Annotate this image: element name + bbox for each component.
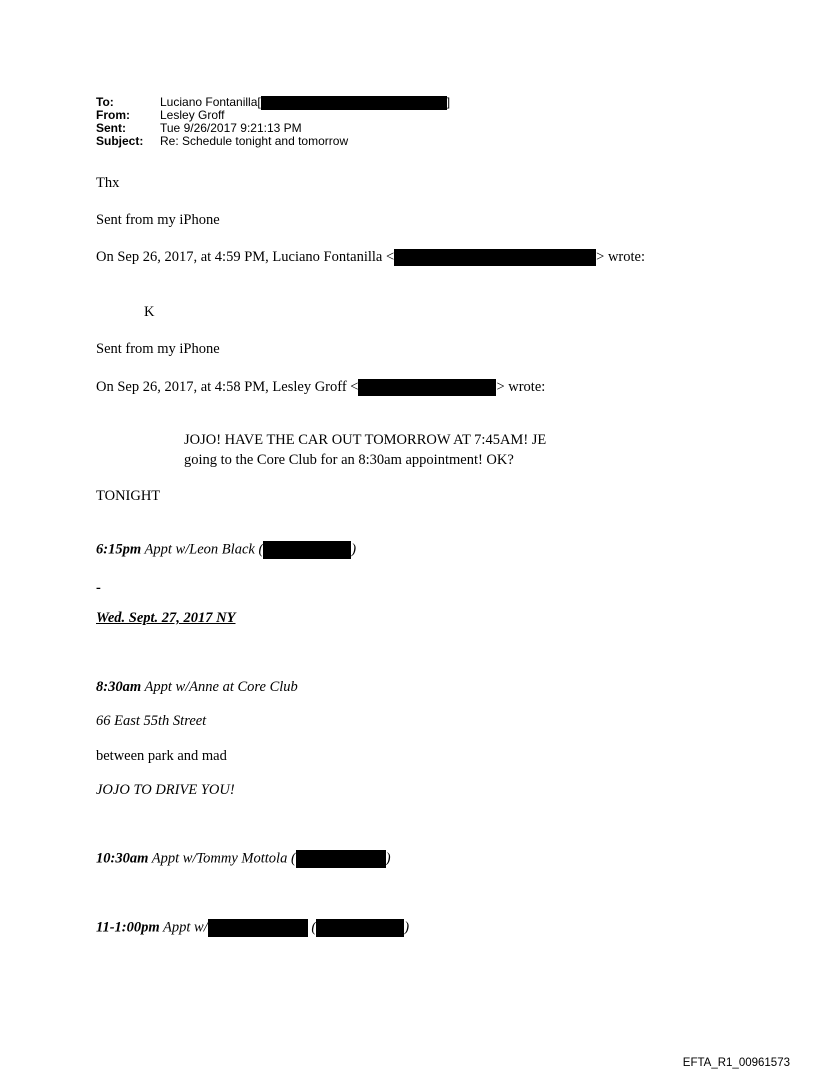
to-label: To:: [96, 95, 114, 109]
appt-anne-core-club: [96, 679, 298, 696]
redaction-block: [263, 541, 351, 559]
quote2-post: > wrote:: [496, 379, 546, 395]
from-value: Lesley Groff: [160, 108, 225, 122]
jojo-line-2: going to the Core Club for an 8:30am appointment! OK?: [184, 452, 514, 468]
document-id: EFTA_R1_00961573: [682, 1057, 790, 1069]
redaction-block: [394, 249, 596, 266]
redaction-block: [316, 919, 404, 937]
address-line: 66 East 55th Street: [96, 713, 207, 729]
appt-close: ): [404, 919, 410, 936]
quote1-pre: On Sep 26, 2017, at 4:59 PM, Luciano Fontanilla <: [96, 249, 395, 265]
redaction-block: [261, 96, 447, 110]
appt-time: 6:15pm: [96, 541, 142, 558]
sent-from-iphone-2: Sent from my iPhone: [96, 341, 220, 357]
appt-leon-black: [96, 541, 356, 559]
redaction-block: [358, 379, 496, 396]
appt-text: Appt w/Anne at Core Club: [141, 679, 298, 695]
subject-row: [96, 135, 450, 148]
reply-k: K: [144, 304, 155, 320]
appt-text: Appt w/Tommy Mottola (: [148, 850, 296, 867]
quote2-attribution: [96, 379, 545, 396]
quote1-attribution: [96, 249, 645, 266]
subject-value: Re: Schedule tonight and tomorrow: [160, 134, 349, 148]
redaction-block: [296, 850, 386, 868]
appt-close: ): [351, 541, 357, 558]
sent-value: Tue 9/26/2017 9:21:13 PM: [160, 121, 302, 135]
appt-time: 11-1:00pm: [96, 919, 160, 936]
tonight-heading: TONIGHT: [96, 488, 161, 504]
sent-from-iphone-1: Sent from my iPhone: [96, 212, 220, 228]
jojo-line-1: JOJO! HAVE THE CAR OUT TOMORROW AT 7:45AM! JE: [184, 432, 547, 448]
from-label: From:: [96, 108, 130, 122]
quote2-pre: On Sep 26, 2017, at 4:58 PM, Lesley Groff <: [96, 379, 359, 395]
appt-redacted: [96, 919, 409, 937]
appt-time: 8:30am: [96, 679, 142, 695]
to-row: [96, 96, 450, 109]
date-heading: Wed. Sept. 27, 2017 NY: [96, 610, 236, 626]
sent-label: Sent:: [96, 121, 126, 135]
appt-close: ): [385, 850, 391, 867]
appt-time: 10:30am: [96, 850, 149, 867]
quote1-post: > wrote:: [596, 249, 646, 265]
to-value: Luciano Fontanilla[: [160, 95, 261, 109]
subject-label: Subject:: [96, 134, 144, 148]
redaction-block: [208, 919, 308, 937]
appt-text: Appt w/Leon Black (: [141, 541, 264, 558]
appt-tommy-mottola: [96, 850, 391, 868]
between-line: between park and mad: [96, 748, 227, 764]
thx-text: Thx: [96, 175, 120, 191]
appt-text: Appt w/: [159, 919, 208, 936]
appt-paren-open: (: [307, 919, 317, 936]
dash-separator: -: [96, 580, 101, 596]
email-header: [96, 96, 450, 148]
to-close: ]: [446, 95, 451, 109]
jojo-drive-line: JOJO TO DRIVE YOU!: [96, 782, 235, 798]
